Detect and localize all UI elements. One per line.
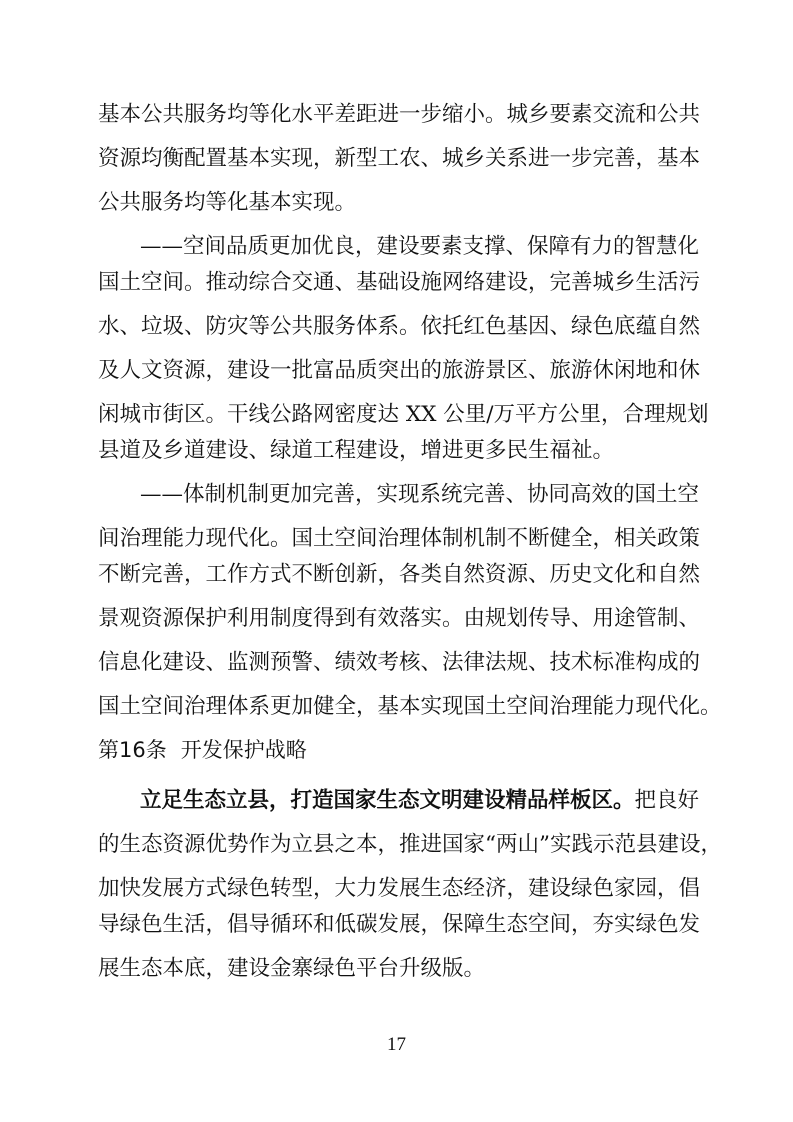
paragraph-line: 公共服务均等化基本实现。 [98, 190, 357, 215]
paragraph-line: 及人文资源，建设一批富品质突出的旅游景区、旅游休闲地和休 [98, 358, 701, 383]
paragraph-first-line [140, 787, 698, 815]
paragraph-line: 间治理能力现代化。国土空间治理体制机制不断健全，相关政策 [98, 526, 701, 551]
paragraph-line: 县道及乡道建设、绿道工程建设，增进更多民生福祉。 [98, 438, 615, 463]
page-number: 17 [387, 1034, 406, 1055]
paragraph-line: 水、垃圾、防灾等公共服务体系。依托红色基因、绿色底蕴自然 [98, 314, 701, 339]
paragraph-line: 加快发展方式绿色转型，大力发展生态经济，建设绿色家园，倡 [98, 876, 701, 901]
paragraph-line: 的生态资源优势作为立县之本，推进国家“两山”实践示范县建设， [98, 832, 722, 857]
bold-lead-text: 立足生态立县，打造国家生态文明建设精品样板区。 [140, 788, 635, 813]
paragraph-line: 展生态本底，建设金寨绿色平台升级版。 [98, 956, 486, 981]
paragraph-line: 信息化建设、监测预警、绩效考核、法律法规、技术标准构成的 [98, 650, 701, 675]
paragraph-line: 基本公共服务均等化水平差距进一步缩小。城乡要素交流和公共 [98, 102, 701, 127]
paragraph-line: 不断完善，工作方式不断创新，各类自然资源、历史文化和自然 [98, 562, 701, 587]
paragraph-line: 闲城市街区。干线公路网密度达 XX 公里/万平方公里，合理规划 [98, 402, 709, 427]
paragraph-line: 景观资源保护利用制度得到有效落实。由规划传导、用途管制、 [98, 606, 701, 631]
section-title: 开发保护战略 [180, 738, 307, 762]
paragraph-line: 国土空间。推动综合交通、基础设施网络建设，完善城乡生活污 [98, 270, 701, 295]
paragraph-line: 导绿色生活，倡导循环和低碳发展，保障生态空间，夯实绿色发 [98, 912, 701, 937]
paragraph-line: 资源均衡配置基本实现，新型工农、城乡关系进一步完善，基本 [98, 146, 701, 171]
paragraph-line: ——体制机制更加完善，实现系统完善、协同高效的国土空 [140, 482, 700, 507]
paragraph-line: ——空间品质更加优良，建设要素支撑、保障有力的智慧化 [140, 234, 700, 259]
section-heading [98, 736, 307, 764]
paragraph-text: 把良好 [634, 788, 700, 813]
section-number: 第16条 [98, 738, 167, 762]
paragraph-line: 国土空间治理体系更加健全，基本实现国土空间治理能力现代化。 [98, 694, 722, 719]
